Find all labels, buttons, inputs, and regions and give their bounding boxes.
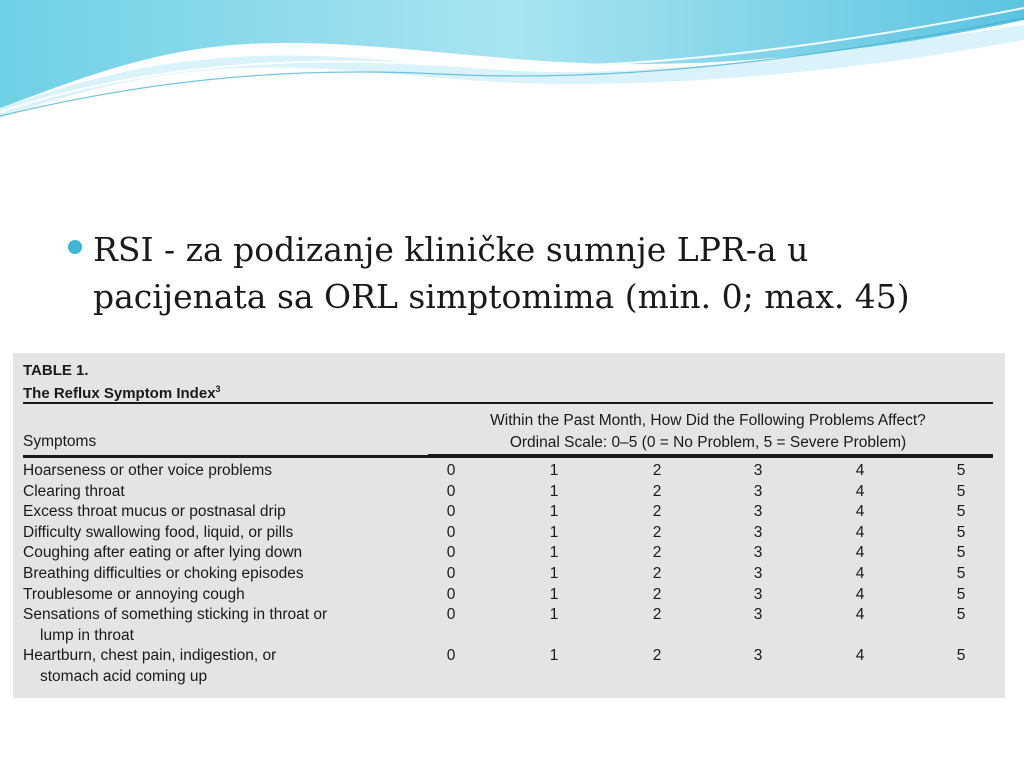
scale-value-2: 2 — [652, 462, 662, 479]
scale-value-5: 5 — [956, 564, 966, 582]
scale-value-2: 2 — [652, 523, 662, 541]
table-row — [23, 502, 993, 523]
scale-header-line: Within the Past Month, How Did the Following Problems Affect? — [490, 412, 926, 429]
scale-value-5: 5 — [956, 544, 966, 562]
symptom-text: Sensations of something sticking in throat or — [23, 606, 328, 624]
scale-value-4: 4 — [855, 544, 865, 562]
scale-value-2: 2 — [652, 544, 662, 562]
table-body — [23, 461, 993, 688]
scale-value-1: 1 — [549, 564, 559, 582]
symptom-text: Clearing throat — [23, 482, 125, 500]
scale-value-1: 1 — [549, 503, 559, 521]
scale-value-0: 0 — [446, 585, 456, 603]
scale-value-0: 0 — [446, 482, 456, 500]
scale-value-4: 4 — [855, 462, 865, 479]
scale-value-3: 3 — [753, 462, 763, 479]
table-subtitle — [23, 380, 221, 403]
symptom-text: Heartburn, chest pain, indigestion, or — [23, 647, 277, 665]
scale-value-3: 3 — [753, 482, 763, 500]
scale-value-3: 3 — [753, 606, 763, 624]
scale-value-3: 3 — [753, 503, 763, 521]
scale-value-0: 0 — [446, 523, 456, 541]
scale-value-5: 5 — [956, 647, 966, 665]
symptom-text: Troublesome or annoying cough — [23, 585, 245, 603]
bullet-dot-icon — [68, 240, 82, 254]
scale-value-0: 0 — [446, 647, 456, 665]
scale-value-5: 5 — [956, 606, 966, 624]
scale-value-0: 0 — [446, 462, 456, 479]
scale-value-4: 4 — [855, 606, 865, 624]
reflux-symptom-index-table — [13, 353, 1005, 698]
scale-value-5: 5 — [956, 585, 966, 603]
bullet-text — [93, 226, 968, 320]
scale-values — [23, 605, 993, 626]
symptom-text: Excess throat mucus or postnasal drip — [23, 503, 286, 521]
scale-header-line: Ordinal Scale: 0–5 (0 = No Problem, 5 = Severe Problem) — [509, 434, 907, 451]
scale-value-5: 5 — [956, 462, 966, 479]
scale-value-1: 1 — [549, 606, 559, 624]
table-row — [23, 646, 993, 687]
scale-value-2: 2 — [652, 647, 662, 665]
symptom-text: stomach acid coming up — [40, 667, 208, 685]
table-row — [23, 482, 993, 503]
table-row — [23, 461, 993, 482]
scale-value-1: 1 — [549, 482, 559, 500]
scale-value-1: 1 — [549, 462, 559, 479]
scale-value-4: 4 — [855, 585, 865, 603]
symptom-text: Breathing difficulties or choking episodes — [23, 564, 304, 582]
scale-column-header — [423, 410, 993, 454]
scale-value-3: 3 — [753, 585, 763, 603]
symptom-text: Difficulty swallowing food, liquid, or pills — [23, 523, 294, 541]
scale-value-1: 1 — [549, 585, 559, 603]
scale-value-3: 3 — [753, 523, 763, 541]
bullet-line: RSI - za podizanje kliničke sumnje LPR-a u — [93, 230, 809, 269]
table-row — [23, 543, 993, 564]
scale-value-4: 4 — [855, 503, 865, 521]
scale-value-1: 1 — [549, 647, 559, 665]
scale-value-4: 4 — [855, 647, 865, 665]
scale-values — [23, 646, 993, 667]
symptom-text: Coughing after eating or after lying down — [23, 544, 303, 562]
table-subtitle-text: The Reflux Symptom Index — [23, 385, 216, 402]
scale-value-2: 2 — [652, 606, 662, 624]
table-title-block — [23, 361, 221, 403]
scale-value-0: 0 — [446, 503, 456, 521]
table-title: TABLE 1. — [23, 362, 89, 379]
scale-value-5: 5 — [956, 482, 966, 500]
scale-value-3: 3 — [753, 564, 763, 582]
scale-value-0: 0 — [446, 606, 456, 624]
scale-value-1: 1 — [549, 523, 559, 541]
table-row — [23, 523, 993, 544]
scale-value-0: 0 — [446, 544, 456, 562]
table-row — [23, 585, 993, 606]
bullet-point — [68, 226, 968, 320]
scale-value-2: 2 — [652, 585, 662, 603]
scale-value-2: 2 — [652, 482, 662, 500]
scale-value-4: 4 — [855, 564, 865, 582]
scale-values — [23, 564, 993, 585]
scale-value-2: 2 — [652, 564, 662, 582]
table-row — [23, 605, 993, 646]
scale-value-3: 3 — [753, 544, 763, 562]
bullet-line: pacijenata sa ORL simptomima (min. 0; max. 45) — [93, 277, 910, 316]
scale-value-1: 1 — [549, 544, 559, 562]
symptom-text: lump in throat — [40, 626, 134, 644]
scale-values — [23, 543, 993, 564]
table-row — [23, 564, 993, 585]
scale-values — [23, 502, 993, 523]
scale-values — [23, 523, 993, 544]
scale-value-3: 3 — [753, 647, 763, 665]
scale-value-5: 5 — [956, 503, 966, 521]
scale-value-5: 5 — [956, 523, 966, 541]
decorative-wave-header — [0, 0, 1024, 130]
scale-values — [23, 461, 993, 482]
symptom-text: Hoarseness or other voice problems — [23, 462, 272, 479]
scale-value-4: 4 — [855, 482, 865, 500]
symptoms-column-header: Symptoms — [23, 433, 97, 450]
scale-values — [23, 482, 993, 503]
scale-value-4: 4 — [855, 523, 865, 541]
scale-value-0: 0 — [446, 564, 456, 582]
scale-values — [23, 585, 993, 606]
table-header-rule — [23, 455, 993, 458]
scale-value-2: 2 — [652, 503, 662, 521]
table-subtitle-reference: 3 — [215, 384, 221, 394]
table-top-rule — [23, 402, 993, 404]
